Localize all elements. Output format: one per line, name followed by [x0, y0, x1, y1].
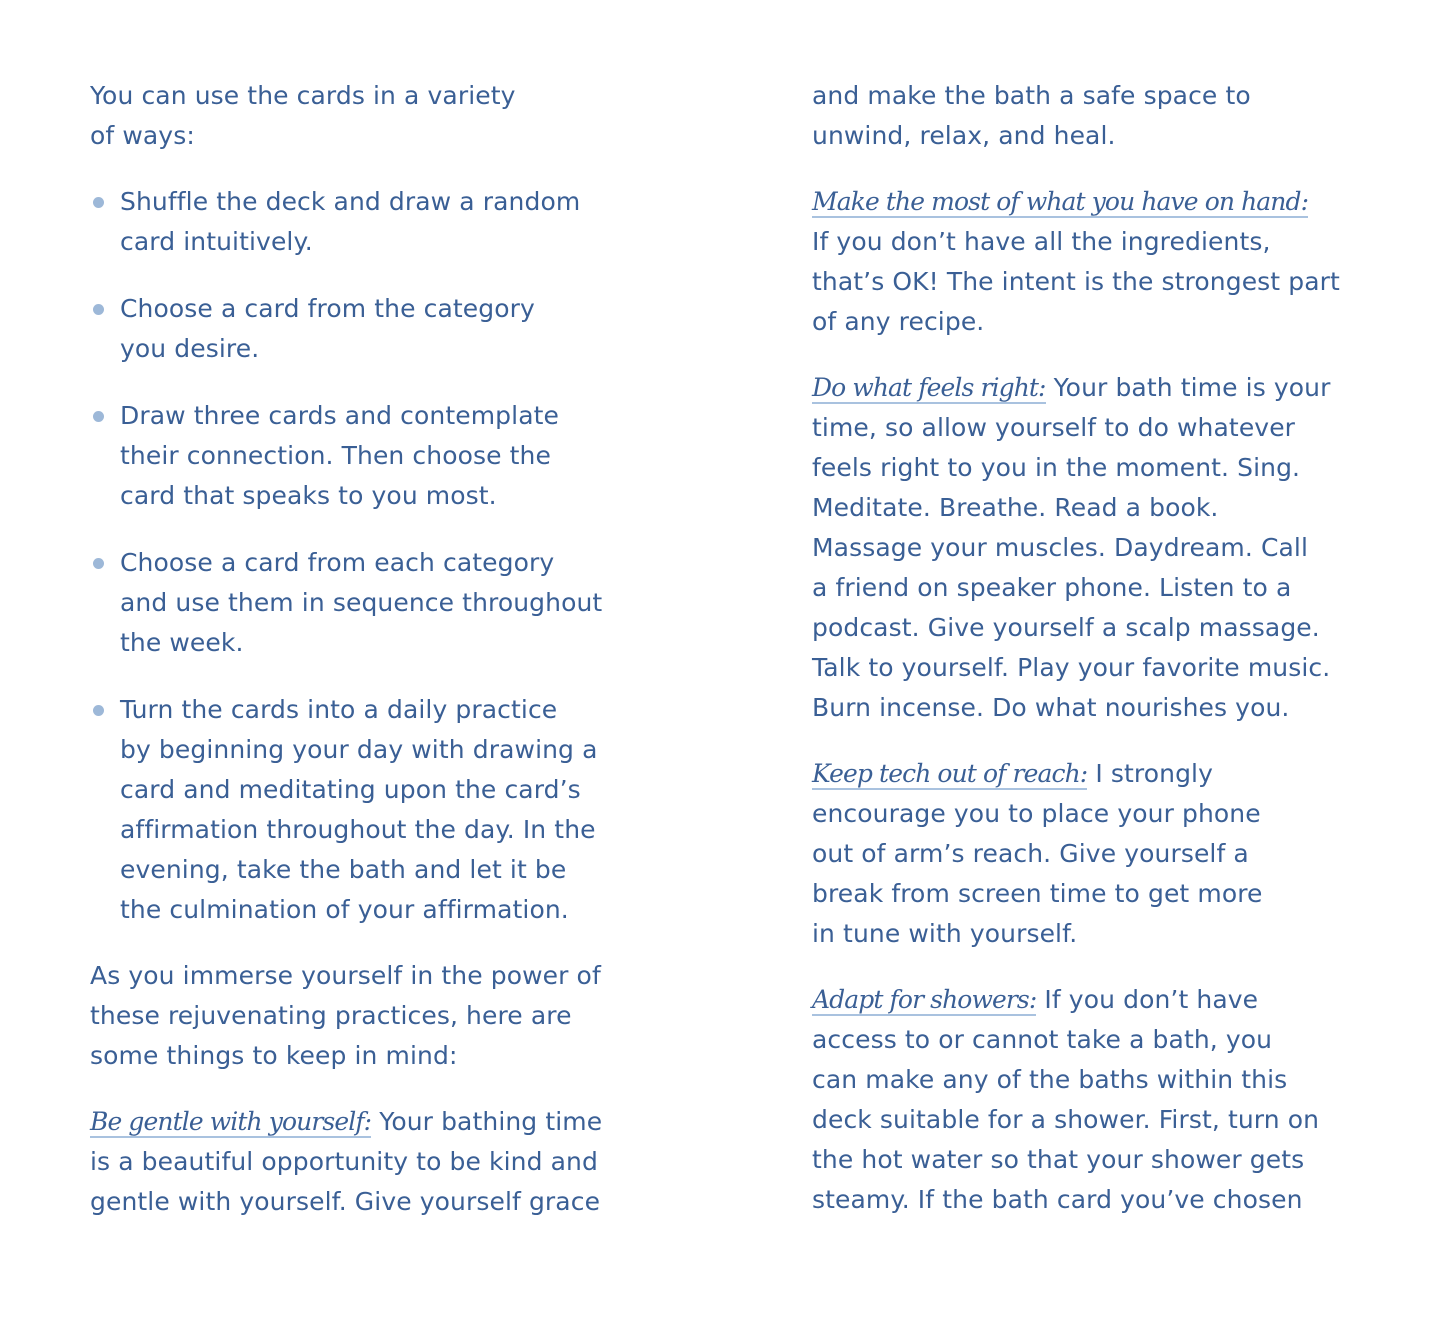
text-line: these rejuvenating practices, here are [90, 1001, 572, 1030]
text-line: and use them in sequence throughout [120, 588, 603, 617]
text-line: a friend on speaker phone. Listen to a [812, 573, 1292, 602]
be-gentle-first-rest: Your bathing time [371, 1107, 603, 1136]
transition-paragraph [90, 956, 650, 1076]
text-line: Turn the cards into a daily practice [120, 695, 558, 724]
text-line [812, 182, 1372, 222]
text-line: card and meditating upon the card’s [120, 775, 581, 804]
make-most-term: Make the most of what you have on hand: [812, 187, 1309, 216]
text-line: podcast. Give yourself a scalp massage. [812, 613, 1320, 642]
text-line [90, 1102, 650, 1142]
do-what-paragraph [812, 368, 1372, 728]
adapt-showers-paragraph [812, 980, 1372, 1220]
text-line: You can use the cards in a variety [90, 81, 516, 110]
list-item [90, 690, 650, 930]
text-line: Meditate. Breathe. Read a book. [812, 493, 1219, 522]
text-line: Talk to yourself. Play your favorite music. [812, 653, 1331, 682]
make-most-paragraph [812, 182, 1372, 342]
text-line: deck suitable for a shower. First, turn on [812, 1105, 1320, 1134]
keep-tech-paragraph [812, 754, 1372, 954]
text-line: by beginning your day with drawing a [120, 735, 598, 764]
text-line: Choose a card from the category [120, 294, 535, 323]
adapt-showers-term: Adapt for showers: [812, 985, 1037, 1014]
keep-tech-first-rest: I strongly [1087, 759, 1213, 788]
usage-bullet-list [90, 182, 650, 930]
bullet-dot-icon [93, 197, 104, 208]
text-line: affirmation throughout the day. In the [120, 815, 596, 844]
list-item [90, 182, 650, 262]
text-line: break from screen time to get more [812, 879, 1263, 908]
text-line: steamy. If the bath card you’ve chosen [812, 1185, 1303, 1214]
list-item [90, 543, 650, 663]
text-line: you desire. [120, 334, 260, 363]
list-item [90, 289, 650, 369]
list-item [90, 396, 650, 516]
do-what-first-rest: Your bath time is your [1045, 373, 1331, 402]
text-line: can make any of the baths within this [812, 1065, 1288, 1094]
text-line: evening, take the bath and let it be [120, 855, 567, 884]
text-line: card that speaks to you most. [120, 481, 497, 510]
text-line: that’s OK! The intent is the strongest part [812, 267, 1340, 296]
text-line [812, 980, 1372, 1020]
text-line: If you don’t have all the ingredients, [812, 227, 1271, 256]
text-line: card intuitively. [120, 227, 313, 256]
text-line [812, 368, 1372, 408]
do-what-term: Do what feels right: [812, 373, 1046, 402]
text-line: their connection. Then choose the [120, 441, 551, 470]
text-line: some things to keep in mind: [90, 1041, 458, 1070]
text-line: As you immerse yourself in the power of [90, 961, 601, 990]
text-line: in tune with yourself. [812, 919, 1078, 948]
bullet-dot-icon [93, 411, 104, 422]
text-line: feels right to you in the moment. Sing. [812, 453, 1301, 482]
text-line [812, 754, 1372, 794]
bullet-dot-icon [93, 304, 104, 315]
text-line: access to or cannot take a bath, you [812, 1025, 1273, 1054]
text-line: Massage your muscles. Daydream. Call [812, 533, 1309, 562]
text-line: is a beautiful opportunity to be kind and [90, 1147, 598, 1176]
intro-paragraph [90, 76, 650, 156]
be-gentle-paragraph [90, 1102, 650, 1222]
be-gentle-term: Be gentle with yourself: [90, 1107, 372, 1136]
text-line: the week. [120, 628, 244, 657]
text-line: gentle with yourself. Give yourself grace [90, 1187, 601, 1216]
right-column [812, 76, 1372, 1246]
adapt-showers-first-rest: If you don’t have [1036, 985, 1259, 1014]
text-line: of ways: [90, 121, 195, 150]
text-line: the culmination of your affirmation. [120, 895, 569, 924]
text-line: time, so allow yourself to do whatever [812, 413, 1296, 442]
text-line: of any recipe. [812, 307, 985, 336]
text-line: and make the bath a safe space to [812, 81, 1251, 110]
continued-paragraph [812, 76, 1372, 156]
text-line: Choose a card from each category [120, 548, 555, 577]
bullet-dot-icon [93, 705, 104, 716]
left-column [90, 76, 650, 1248]
text-line: encourage you to place your phone [812, 799, 1261, 828]
text-line: the hot water so that your shower gets [812, 1145, 1305, 1174]
text-line: out of arm’s reach. Give yourself a [812, 839, 1249, 868]
keep-tech-term: Keep tech out of reach: [812, 759, 1088, 788]
text-line: unwind, relax, and heal. [812, 121, 1116, 150]
text-line: Shuffle the deck and draw a random [120, 187, 581, 216]
text-line: Burn incense. Do what nourishes you. [812, 693, 1290, 722]
text-line: Draw three cards and contemplate [120, 401, 559, 430]
bullet-dot-icon [93, 558, 104, 569]
